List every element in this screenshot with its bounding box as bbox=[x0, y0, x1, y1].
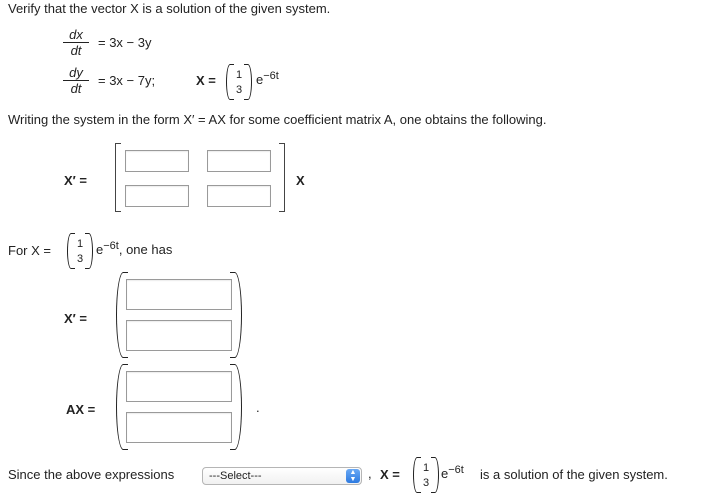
for-exponential-term: $e^{-6t}$, one has bbox=[96, 240, 173, 257]
for-x-label: For X = bbox=[8, 243, 51, 258]
vector-entry-1: 1 bbox=[422, 462, 430, 474]
eq2-rhs: = 3x − 7y; bbox=[98, 73, 156, 88]
conclusion-x-label: X = bbox=[380, 467, 400, 482]
conclusion-exponential-term: $e^{-6t}$ bbox=[441, 464, 464, 481]
matrix-rhs-x: X bbox=[296, 173, 305, 188]
dx-dt-fraction bbox=[63, 28, 89, 57]
select-value: ---Select--- bbox=[209, 470, 262, 482]
vector-entry-1: 1 bbox=[76, 238, 84, 250]
ax-input-2[interactable] bbox=[126, 412, 232, 443]
conclusion-prefix: Since the above expressions bbox=[8, 467, 175, 482]
conclusion-select[interactable] bbox=[202, 467, 362, 485]
dy-dt-fraction bbox=[63, 66, 89, 95]
fraction-numerator: dx bbox=[69, 27, 83, 42]
instruction-text: Writing the system in the form X′ = AX for some coefficient matrix A, one obtains the following. bbox=[8, 112, 547, 127]
matrix-input-a22[interactable] bbox=[207, 185, 271, 207]
conclusion-suffix: is a solution of the given system. bbox=[480, 467, 668, 482]
fraction-numerator: dy bbox=[69, 65, 83, 80]
ax-vector bbox=[116, 364, 242, 450]
for-vector bbox=[67, 233, 93, 269]
vector-entry-2: 3 bbox=[76, 253, 84, 265]
conclusion-comma: , bbox=[368, 466, 372, 481]
matrix-input-a12[interactable] bbox=[207, 150, 271, 172]
x-prime-label-2: X′ = bbox=[64, 311, 87, 326]
ax-label: AX = bbox=[66, 402, 96, 417]
derivative-vector bbox=[116, 272, 242, 358]
fraction-denominator: dt bbox=[70, 81, 82, 96]
select-arrows-icon: ▲ ▼ bbox=[346, 469, 360, 483]
exponential-term: $e^{-6t}$ bbox=[256, 70, 279, 87]
matrix-input-a11[interactable] bbox=[125, 150, 189, 172]
problem-header: Verify that the vector X is a solution of the given system. bbox=[8, 1, 331, 16]
solution-vector bbox=[226, 64, 252, 100]
fraction-denominator: dt bbox=[70, 43, 82, 58]
coefficient-matrix bbox=[115, 143, 285, 212]
x-prime-label: X′ = bbox=[64, 173, 87, 188]
ax-period: . bbox=[256, 400, 260, 415]
vector-entry-2: 3 bbox=[422, 477, 430, 489]
conclusion-vector bbox=[413, 457, 439, 493]
matrix-input-a21[interactable] bbox=[125, 185, 189, 207]
vector-entry-2: 3 bbox=[235, 84, 243, 96]
derivative-input-1[interactable] bbox=[126, 279, 232, 310]
ax-input-1[interactable] bbox=[126, 371, 232, 402]
eq1-rhs: = 3x − 3y bbox=[98, 35, 152, 50]
x-label: X = bbox=[196, 73, 216, 88]
derivative-input-2[interactable] bbox=[126, 320, 232, 351]
vector-entry-1: 1 bbox=[235, 69, 243, 81]
